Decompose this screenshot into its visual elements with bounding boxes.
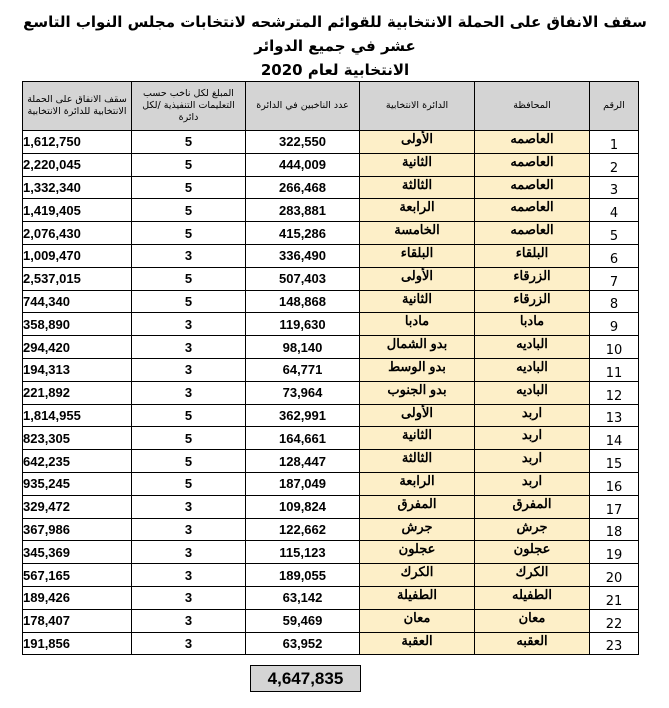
row-number: 17 [590, 495, 639, 518]
governorate-cell: المفرق [475, 495, 590, 518]
table-row [23, 586, 639, 609]
governorate-cell: العاصمه [475, 199, 590, 222]
total-voters: 4,647,835 [250, 665, 361, 692]
voters-cell: 507,403 [246, 267, 360, 290]
row-number: 13 [590, 404, 639, 427]
governorate-cell: مادبا [475, 313, 590, 336]
district-cell: الرابعة [360, 199, 475, 222]
amount-per-voter-cell: 5 [132, 131, 246, 154]
amount-per-voter-cell: 5 [132, 222, 246, 245]
amount-per-voter-cell: 3 [132, 564, 246, 587]
table-row [23, 131, 639, 154]
header-governorate: المحافظة [475, 82, 590, 131]
district-cell: العقبة [360, 632, 475, 655]
voters-cell: 189,055 [246, 564, 360, 587]
row-number: 11 [590, 358, 639, 381]
amount-per-voter-cell: 3 [132, 609, 246, 632]
table-row [23, 495, 639, 518]
table-row [23, 313, 639, 336]
district-cell: الأولى [360, 267, 475, 290]
governorate-cell: العاصمه [475, 153, 590, 176]
row-number: 6 [590, 244, 639, 267]
spending-cap-cell: 194,313 [23, 358, 132, 381]
voters-cell: 187,049 [246, 472, 360, 495]
governorate-cell: الزرقاء [475, 267, 590, 290]
district-cell: بدو الوسط [360, 358, 475, 381]
row-number: 8 [590, 290, 639, 313]
governorate-cell: العاصمه [475, 131, 590, 154]
spending-cap-cell: 642,235 [23, 450, 132, 473]
row-number: 20 [590, 564, 639, 587]
title-line-2: الانتخابية لعام 2020 [260, 61, 410, 79]
spending-cap-cell: 2,076,430 [23, 222, 132, 245]
table-row [23, 472, 639, 495]
district-cell: المفرق [360, 495, 475, 518]
district-cell: معان [360, 609, 475, 632]
table-row [23, 541, 639, 564]
voters-cell: 444,009 [246, 153, 360, 176]
row-number: 10 [590, 336, 639, 359]
amount-per-voter-cell: 3 [132, 541, 246, 564]
amount-per-voter-cell: 3 [132, 632, 246, 655]
district-cell: الثالثة [360, 450, 475, 473]
amount-per-voter-cell: 3 [132, 313, 246, 336]
district-cell: الأولى [360, 404, 475, 427]
governorate-cell: العقبه [475, 632, 590, 655]
voters-cell: 64,771 [246, 358, 360, 381]
governorate-cell: اربد [475, 427, 590, 450]
governorate-cell: اربد [475, 404, 590, 427]
voters-cell: 73,964 [246, 381, 360, 404]
amount-per-voter-cell: 5 [132, 153, 246, 176]
voters-cell: 283,881 [246, 199, 360, 222]
voters-cell: 266,468 [246, 176, 360, 199]
voters-cell: 322,550 [246, 131, 360, 154]
table-row [23, 564, 639, 587]
amount-per-voter-cell: 3 [132, 495, 246, 518]
table-row [23, 244, 639, 267]
voters-cell: 336,490 [246, 244, 360, 267]
governorate-cell: جرش [475, 518, 590, 541]
header-voters: عدد الناخبين في الدائرة [246, 82, 360, 131]
governorate-cell: اربد [475, 450, 590, 473]
spending-cap-cell: 329,472 [23, 495, 132, 518]
spending-cap-table [22, 81, 639, 655]
voters-cell: 115,123 [246, 541, 360, 564]
row-number: 22 [590, 609, 639, 632]
table-row [23, 427, 639, 450]
table-row [23, 199, 639, 222]
district-cell: عجلون [360, 541, 475, 564]
spending-cap-cell: 1,009,470 [23, 244, 132, 267]
voters-cell: 63,142 [246, 586, 360, 609]
voters-cell: 119,630 [246, 313, 360, 336]
table-row [23, 176, 639, 199]
spending-cap-cell: 2,537,015 [23, 267, 132, 290]
spending-cap-cell: 345,369 [23, 541, 132, 564]
table-row [23, 358, 639, 381]
governorate-cell: معان [475, 609, 590, 632]
spending-cap-cell: 358,890 [23, 313, 132, 336]
amount-per-voter-cell: 5 [132, 472, 246, 495]
row-number: 15 [590, 450, 639, 473]
voters-cell: 362,991 [246, 404, 360, 427]
amount-per-voter-cell: 3 [132, 336, 246, 359]
table-row [23, 222, 639, 245]
spending-cap-cell: 1,612,750 [23, 131, 132, 154]
district-cell: مادبا [360, 313, 475, 336]
amount-per-voter-cell: 5 [132, 199, 246, 222]
spending-cap-cell: 823,305 [23, 427, 132, 450]
governorate-cell: الباديه [475, 358, 590, 381]
governorate-cell: الزرقاء [475, 290, 590, 313]
spending-cap-cell: 191,856 [23, 632, 132, 655]
table-row [23, 518, 639, 541]
row-number: 3 [590, 176, 639, 199]
voters-cell: 109,824 [246, 495, 360, 518]
district-cell: الثانية [360, 153, 475, 176]
voters-cell: 63,952 [246, 632, 360, 655]
row-number: 9 [590, 313, 639, 336]
spending-cap-cell: 567,165 [23, 564, 132, 587]
voters-cell: 122,662 [246, 518, 360, 541]
governorate-cell: الطفيله [475, 586, 590, 609]
table-row [23, 153, 639, 176]
governorate-cell: الباديه [475, 381, 590, 404]
voters-cell: 98,140 [246, 336, 360, 359]
row-number: 16 [590, 472, 639, 495]
spending-cap-cell: 189,426 [23, 586, 132, 609]
header-amount-per-voter: المبلغ لكل ناخب حسب التعليمات التنفيذية /لكل دائرة [132, 82, 246, 131]
district-cell: جرش [360, 518, 475, 541]
row-number: 21 [590, 586, 639, 609]
spending-cap-cell: 221,892 [23, 381, 132, 404]
amount-per-voter-cell: 5 [132, 290, 246, 313]
district-cell: الأولى [360, 131, 475, 154]
governorate-cell: عجلون [475, 541, 590, 564]
spending-cap-cell: 1,814,955 [23, 404, 132, 427]
amount-per-voter-cell: 3 [132, 358, 246, 381]
title-line-1: سقف الانفاق على الحملة الانتخابية للقوائم المترشحه لانتخابات مجلس النواب التاسع عشر في جميع الدوائر [23, 13, 647, 55]
amount-per-voter-cell: 5 [132, 267, 246, 290]
governorate-cell: البلقاء [475, 244, 590, 267]
voters-cell: 164,661 [246, 427, 360, 450]
table-row [23, 632, 639, 655]
row-number: 23 [590, 632, 639, 655]
district-cell: بدو الشمال [360, 336, 475, 359]
voters-cell: 59,469 [246, 609, 360, 632]
row-number: 18 [590, 518, 639, 541]
row-number: 5 [590, 222, 639, 245]
table-row [23, 450, 639, 473]
spending-cap-cell: 744,340 [23, 290, 132, 313]
header-number: الرقم [590, 82, 639, 131]
district-cell: الكرك [360, 564, 475, 587]
amount-per-voter-cell: 5 [132, 427, 246, 450]
row-number: 14 [590, 427, 639, 450]
spending-cap-cell: 935,245 [23, 472, 132, 495]
table-row [23, 609, 639, 632]
page-title [20, 10, 650, 82]
amount-per-voter-cell: 3 [132, 244, 246, 267]
district-cell: الخامسة [360, 222, 475, 245]
governorate-cell: العاصمه [475, 176, 590, 199]
table-row [23, 290, 639, 313]
district-cell: الطفيلة [360, 586, 475, 609]
table-row [23, 404, 639, 427]
voters-cell: 148,868 [246, 290, 360, 313]
header-spending-cap: سقف الانفاق على الحملة الانتخابية للدائرة الانتخابية [23, 82, 132, 131]
table-row [23, 267, 639, 290]
district-cell: بدو الجنوب [360, 381, 475, 404]
voters-cell: 128,447 [246, 450, 360, 473]
spending-cap-cell: 1,419,405 [23, 199, 132, 222]
amount-per-voter-cell: 3 [132, 586, 246, 609]
spending-cap-cell: 294,420 [23, 336, 132, 359]
district-cell: الرابعة [360, 472, 475, 495]
row-number: 2 [590, 153, 639, 176]
district-cell: الثالثة [360, 176, 475, 199]
amount-per-voter-cell: 5 [132, 450, 246, 473]
row-number: 19 [590, 541, 639, 564]
spending-cap-cell: 178,407 [23, 609, 132, 632]
spending-cap-cell: 1,332,340 [23, 176, 132, 199]
row-number: 7 [590, 267, 639, 290]
amount-per-voter-cell: 3 [132, 381, 246, 404]
amount-per-voter-cell: 5 [132, 176, 246, 199]
governorate-cell: اربد [475, 472, 590, 495]
governorate-cell: الكرك [475, 564, 590, 587]
table-header-row [23, 82, 639, 131]
row-number: 4 [590, 199, 639, 222]
spending-cap-cell: 2,220,045 [23, 153, 132, 176]
governorate-cell: الباديه [475, 336, 590, 359]
row-number: 12 [590, 381, 639, 404]
district-cell: الثانية [360, 290, 475, 313]
table-row [23, 381, 639, 404]
governorate-cell: العاصمه [475, 222, 590, 245]
row-number: 1 [590, 131, 639, 154]
amount-per-voter-cell: 3 [132, 518, 246, 541]
district-cell: البلقاء [360, 244, 475, 267]
voters-cell: 415,286 [246, 222, 360, 245]
amount-per-voter-cell: 5 [132, 404, 246, 427]
header-district: الدائرة الانتخابية [360, 82, 475, 131]
spending-cap-cell: 367,986 [23, 518, 132, 541]
table-row [23, 336, 639, 359]
district-cell: الثانية [360, 427, 475, 450]
